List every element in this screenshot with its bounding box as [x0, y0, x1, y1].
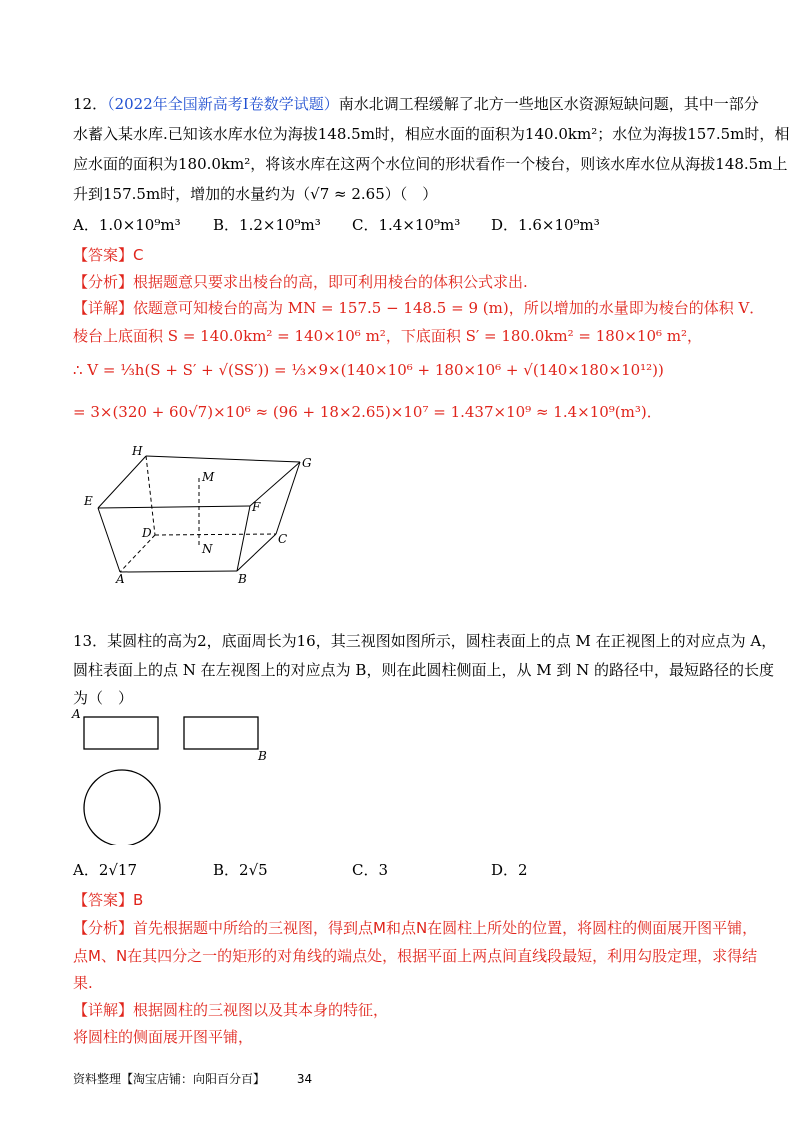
q13-option-a: A．2√17: [73, 861, 138, 879]
q13-stem-line-1: [73, 631, 776, 651]
q13-detail-1: 【详解】根据圆柱的三视图以及其本身的特征，: [73, 1001, 389, 1019]
q13-analysis-2: 点M、N在其四分之一的矩形的对角线的端点处，根据平面上两点间直线段最短，利用勾股定理，求得结: [73, 947, 758, 965]
label-B-view: B: [258, 749, 267, 763]
label-A: A: [116, 572, 125, 586]
page-footer: [73, 1070, 312, 1087]
q13-detail-2: 将圆柱的侧面展开图平铺，: [73, 1028, 254, 1046]
q13-stem-text-1: 某圆柱的高为2，底面周长为16，其三视图如图所示，圆柱表面上的点 M 在正视图上的对应点为 A，: [107, 632, 777, 650]
q13-analysis-3: 果.: [73, 974, 93, 992]
label-N: N: [202, 542, 213, 556]
q12-source: （2022年全国新高考I卷数学试题）: [107, 95, 339, 113]
q12-stem-text-1: 南水北调工程缓解了北方一些地区水资源短缺问题，其中一部分: [338, 95, 759, 113]
q12-stem-line-2: 水蓄入某水库.已知该水库水位为海拔148.5m时，相应水面的面积为140.0km²；水位为海拔157.5m时，相: [73, 125, 790, 143]
page-number: 34: [296, 1072, 313, 1086]
label-F: F: [252, 500, 261, 514]
q13-stem-line-2: 圆柱表面上的点 N 在左视图上的对应点为 B，则在此圆柱侧面上，从 M 到 N 的路径中，最短路径的长度: [73, 661, 775, 679]
q13-number: 13．: [73, 632, 108, 650]
q12-stem-line-1: [73, 94, 759, 114]
q12-option-d: D．1.6×10⁹m³: [491, 216, 600, 234]
label-D: D: [142, 526, 152, 540]
q12-detail-1: 【详解】依题意可知棱台的高为 MN = 157.5 − 148.5 = 9 (m)，所以增加的水量即为棱台的体积 V．: [73, 299, 765, 317]
q12-detail-4: = 3×(320 + 60√7)×10⁶ ≈ (96 + 18×2.65)×10⁷ = 1.437×10⁹ ≈ 1.4×10⁹(m³)．: [73, 403, 662, 421]
front-view: [84, 717, 158, 749]
q12-answer: 【答案】C: [73, 246, 144, 264]
q12-option-a: A．1.0×10⁹m³: [73, 216, 181, 234]
q12-analysis: 【分析】根据题意只要求出棱台的高，即可利用棱台的体积公式求出.: [73, 273, 528, 291]
three-view-figure: [70, 705, 270, 845]
q12-option-c: C．1.4×10⁹m³: [352, 216, 461, 234]
q12-stem-line-4: 升到157.5m时，增加的水量约为（√7 ≈ 2.65）（ ）: [73, 185, 438, 203]
side-view: [184, 717, 258, 749]
q13-stem-line-3: 为（ ）: [73, 689, 134, 707]
q13-answer: 【答案】B: [73, 891, 144, 909]
top-view: [84, 770, 160, 845]
q12-stem-line-3: 应水面的面积为180.0km²，将该水库在这两个水位间的形状看作一个棱台，则该水库水位从海拔148.5m上: [73, 155, 788, 173]
footer-source: 资料整理【淘宝店铺：向阳百分百】: [73, 1072, 266, 1086]
label-C: C: [278, 532, 288, 546]
q13-analysis-1: 【分析】首先根据题中所给的三视图，得到点M和点N在圆柱上所处的位置，将圆柱的侧面展开图平铺，: [73, 919, 758, 937]
label-A-view: A: [72, 707, 81, 721]
label-B: B: [238, 572, 247, 586]
label-H: H: [132, 445, 143, 458]
q12-option-b: B．1.2×10⁹m³: [213, 216, 321, 234]
q12-detail-2: 棱台上底面积 S = 140.0km² = 140×10⁶ m²，下底面积 S′ = 180.0km² = 180×10⁶ m²，: [73, 327, 703, 345]
q13-option-d: D．2: [491, 861, 528, 879]
q12-detail-3: ∴ V = ⅓h(S + S′ + √(SS′)) = ⅓×9×(140×10⁶ + 180×10⁶ + √(140×180×10¹²)): [73, 361, 664, 379]
label-G: G: [302, 456, 312, 470]
q13-option-c: C．3: [352, 861, 389, 879]
frustum-figure: [80, 445, 320, 595]
q13-option-b: B．2√5: [213, 861, 268, 879]
label-E: E: [84, 494, 93, 508]
q12-number: 12．: [73, 95, 108, 113]
label-M: M: [202, 470, 215, 484]
